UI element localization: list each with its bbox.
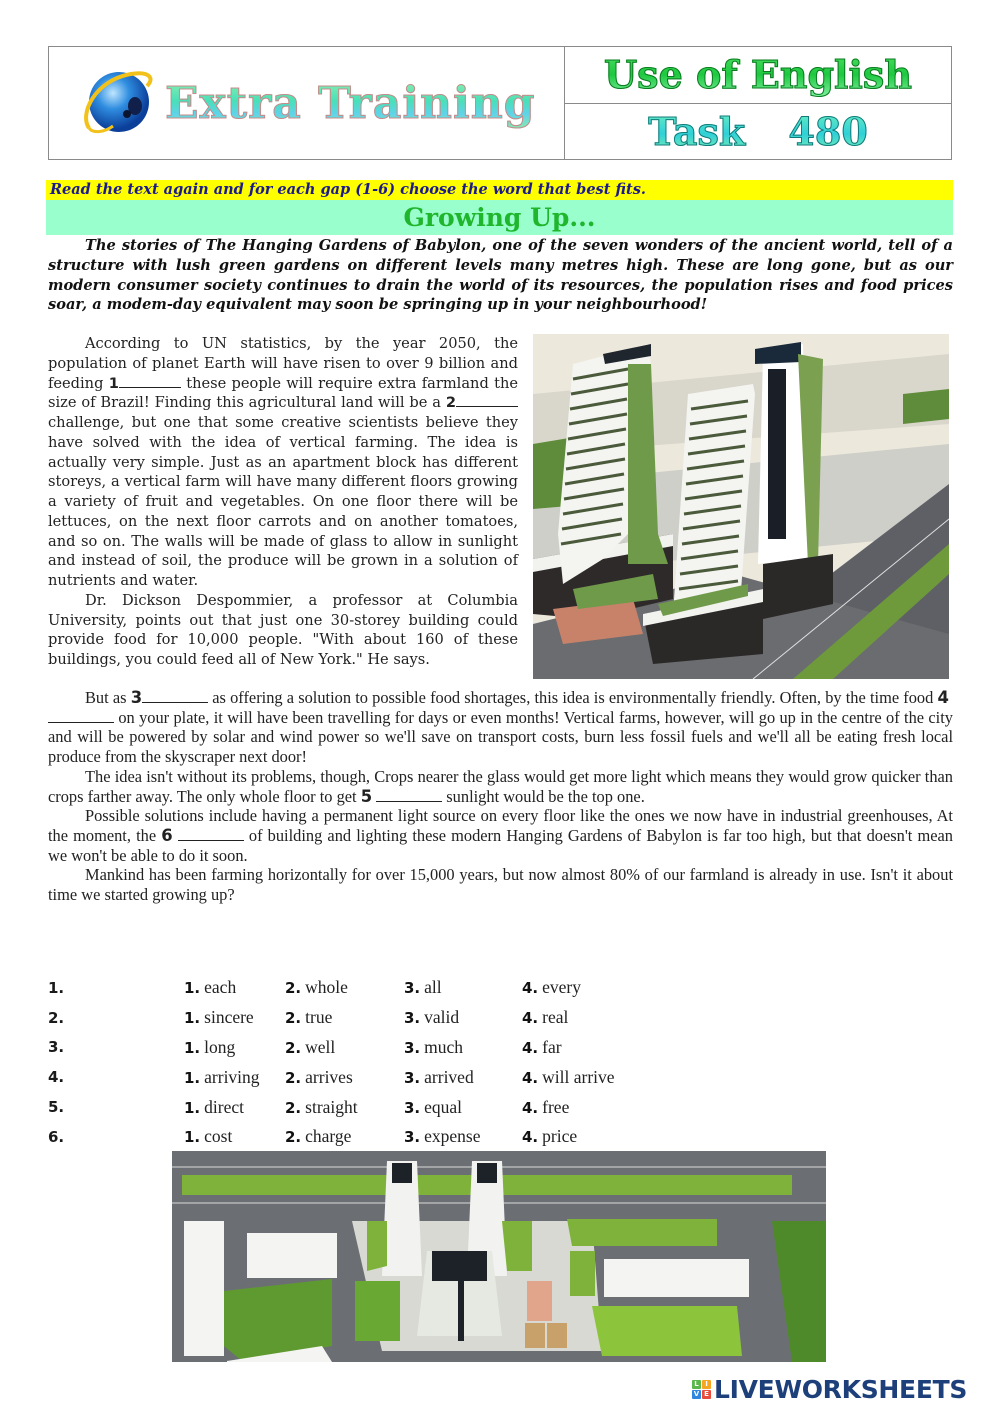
- gap-6-number: 6: [161, 825, 173, 845]
- option-button[interactable]: 3. expense: [404, 1126, 481, 1147]
- gap-5-blank[interactable]: [376, 790, 442, 802]
- option-button[interactable]: 4. every: [522, 977, 582, 998]
- option-button[interactable]: 1. arriving: [184, 1066, 260, 1087]
- gap-1-blank[interactable]: [119, 376, 181, 388]
- option-button[interactable]: 2. straight: [285, 1096, 358, 1117]
- option-button[interactable]: 3. much: [404, 1036, 464, 1057]
- option-button[interactable]: 4. free: [522, 1096, 570, 1117]
- article-column-text: [48, 334, 518, 670]
- question-number: 4.: [48, 1068, 65, 1087]
- paragraph-4: The idea isn't without its problems, though, Crops nearer the glass would get more light which means they would grow quicker than crops farther away. The only whole floor to get 5 sunlight would be the top one.: [48, 766, 953, 806]
- article-intro: The stories of The Hanging Gardens of Babylon, one of the seven wonders of the ancient world, tell of a structure with lush green gardens on different levels many metres high. These are long gone, but as our modern consumer society continues to drain the world of its resources, the population rises and food prices soar, a modem-day equivalent may soon be springing up in your neighbourhood!: [48, 237, 953, 314]
- option-button[interactable]: 3. valid: [404, 1007, 460, 1028]
- option-button[interactable]: 2. whole: [285, 977, 348, 998]
- option-button[interactable]: 2. arrives: [285, 1066, 353, 1087]
- live-blocks-icon: L I V E: [692, 1380, 711, 1399]
- liveworksheets-logo: [692, 1376, 967, 1402]
- paragraph-3: But as 3 as offering a solution to possible food shortages, this idea is environmentally friendly. Often, by the time food 4 on your plate, it will have been travelling for days or even months! Vertical farms, however, will go up in the centre of the city and will be powered by solar and wind power so we'll save on transport costs, burn less fossil fuels and we'll all be eating fresh local produce from the skyscraper next door!: [48, 688, 953, 767]
- option-button[interactable]: 4. will arrive: [522, 1066, 615, 1087]
- worksheet-header: [48, 46, 952, 160]
- paragraph-5: Possible solutions include having a permanent light source on every floor like the ones we now have in industrial greenhouses, At the moment, the 6 of building and lighting these modern Hanging Gardens of Babylon is far too high, but that doesn't mean we won't be able to do it soon.: [48, 806, 953, 865]
- question-row: [48, 1033, 668, 1063]
- task-info: [565, 47, 951, 159]
- article-full-text: [48, 688, 953, 905]
- option-button[interactable]: 1. each: [184, 977, 237, 998]
- instruction-bar: Read the text again and for each gap (1-6) choose the word that best fits.: [46, 180, 953, 200]
- question-row: [48, 973, 668, 1003]
- section-cell: [565, 47, 951, 104]
- gap-3-number: 3: [130, 688, 143, 707]
- option-button[interactable]: 1. direct: [184, 1096, 244, 1117]
- vertical-farm-towers-image: [533, 334, 949, 679]
- question-row: [48, 1062, 668, 1092]
- gap-4-blank[interactable]: [48, 711, 114, 723]
- question-number: 6.: [48, 1127, 65, 1146]
- paragraph-1: According to UN statistics, by the year 2050, the population of planet Earth will have risen to over 9 billion and feeding 1 these people will require extra farmland the size of Brazil! Finding this agricultural land will be a 2 challenge, but one that some creative scientists believe they have solved with the idea of vertical farming. The idea is actually very simple. Just as an apartment block has different storeys, a vertical farm will have many different floors growing a variety of fruit and vegetables. On one floor there will be lettuces, on the next floor carrots and on another tomatoes, and so on. The walls will be made of glass to allow in sunlight and instead of soil, the produce will be grown in a solution of nutrients and water.: [48, 335, 518, 589]
- article-title: Growing Up...: [46, 200, 953, 235]
- option-button[interactable]: 3. all: [404, 977, 442, 998]
- question-row: [48, 1003, 668, 1033]
- option-button[interactable]: 3. equal: [404, 1096, 463, 1117]
- option-button[interactable]: 2. well: [285, 1036, 336, 1057]
- option-button[interactable]: 1. long: [184, 1036, 236, 1057]
- gap-4-number: 4: [937, 688, 949, 707]
- gap-3-blank[interactable]: [142, 691, 208, 703]
- question-number: 5.: [48, 1098, 65, 1117]
- question-number: 1.: [48, 978, 65, 997]
- option-button[interactable]: 2. true: [285, 1007, 333, 1028]
- section-title: Use of English: [604, 52, 912, 98]
- question-number: 3.: [48, 1038, 65, 1057]
- question-row: [48, 1122, 668, 1152]
- globe-icon: [75, 62, 157, 144]
- question-row: [48, 1092, 668, 1122]
- paragraph-6: Mankind has been farming horizontally for over 15,000 years, but now almost 80% of our farmland is already in use. Isn't it about time we started growing up?: [48, 865, 953, 905]
- question-number: 2.: [48, 1008, 65, 1027]
- gap-2-blank[interactable]: [456, 395, 518, 407]
- logo-text: LIVEWORKSHEETS: [714, 1374, 968, 1404]
- vertical-farm-aerial-image: [172, 1151, 826, 1362]
- option-button[interactable]: 1. sincere: [184, 1007, 254, 1028]
- gap-1-number: 1: [108, 374, 119, 392]
- option-button[interactable]: 3. arrived: [404, 1066, 474, 1087]
- option-button[interactable]: 4. far: [522, 1036, 562, 1057]
- paragraph-2: Dr. Dickson Despommier, a professor at Columbia University, points out that just one 30-storey building could provide food for 10,000 people. "With about 160 of these buildings, you could feed all of New York." He says.: [48, 591, 518, 668]
- gap-5-number: 5: [360, 786, 373, 806]
- answer-options: [48, 973, 668, 1152]
- option-button[interactable]: 4. real: [522, 1007, 569, 1028]
- brand-area: [49, 47, 565, 159]
- brand-title: Extra Training: [165, 77, 536, 129]
- task-label: Task 480: [648, 108, 868, 154]
- option-button[interactable]: 4. price: [522, 1126, 578, 1147]
- gap-2-number: 2: [445, 394, 456, 412]
- task-cell: [565, 104, 951, 160]
- option-button[interactable]: 1. cost: [184, 1126, 233, 1147]
- gap-6-blank[interactable]: [178, 829, 244, 841]
- option-button[interactable]: 2. charge: [285, 1126, 352, 1147]
